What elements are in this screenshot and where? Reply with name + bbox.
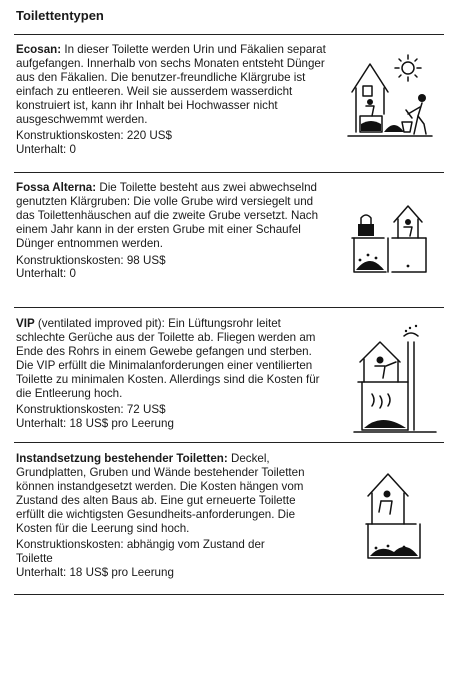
section-ecosan: Ecosan: In dieser Toilette werden Urin und Fäkalien separat aufgefangen. Innerhalb von sechs Monaten entsteht Dünger aus den Fäkalien. Die benutzer-freundliche Klärgrube ist einfach zu entleeren. Weil sie ausserdem wasserdicht konstruiert ist, kann ihr Inhalt bei Hochwasser nicht ausgeschwemmt werden. Konstruktionskosten: 220 US$ Unterhalt: 0 xyxy=(16,43,326,157)
construction-cost: Konstruktionskosten: 220 US$ xyxy=(16,129,172,143)
section-instandsetzung: Instandsetzung bestehender Toiletten: Deckel, Grundplatten, Gruben und Wände bestehender Toiletten können instandgesetzt werden. Die Kosten hängen vom Zustand des alten Baus ab. Eine gut erneuerte Toilette erfüllt die wichtigsten Gesundheits-anforderungen. Die Kosten für die Leerung sind hoch. Konstruktionskosten: abhängig vom Zustand der Toilette Unterhalt: 18 US$ pro Leerung xyxy=(16,452,326,580)
section-vip: VIP (ventilated improved pit): Ein Lüftungsrohr leitet schlechte Gerüche aus der Toilette ab. Fliegen werden am Ende des Rohrs in einem Gewebe gefangen und sterben. Die VIP erfüllt die Minimalanforderungen einer ventilierten Toilette zu minimalen Kosten. Allerdings sind die Kosten für die Entleerung hoch. Konstruktionskosten: 72 US$ Unterhalt: 18 US$ pro Leerung xyxy=(16,317,326,431)
section-text: Ein Lüftungsrohr leitet schlechte Gerüche aus der Toilette ab. Fliegen werden am Ende des Rohrs in einem Gewebe gefangen und sterben. Die VIP erfüllt die Minimalanforderungen einer ventilierten Toilette zu minimalen Kosten. Allerdings sind die Kosten für die Entleerung hoch. xyxy=(16,317,320,400)
construction-cost: Konstruktionskosten: 72 US$ xyxy=(16,403,166,417)
divider xyxy=(14,34,444,35)
section-name-note: (ventilated improved pit) xyxy=(37,317,162,330)
renovated-toilet-icon xyxy=(360,468,440,564)
section-text: In dieser Toilette werden Urin und Fäkalien separat aufgefangen. Innerhalb von sechs Monaten entsteht Dünger aus den Fäkalien. Die benutzer-freundliche Klärgrube ist einfach zu entleeren. Weil sie ausserdem wasserdicht konstruiert ist, kann ihr Inhalt bei Hochwasser nicht ausgeschwemmt werden. xyxy=(16,43,326,126)
ecosan-toilet-icon xyxy=(346,52,436,142)
upkeep-cost: Unterhalt: 18 US$ pro Leerung xyxy=(16,566,174,580)
fossa-alterna-icon xyxy=(346,200,436,280)
construction-cost: Konstruktionskosten: 98 US$ xyxy=(16,253,166,267)
divider xyxy=(14,594,444,595)
upkeep-cost: Unterhalt: 0 xyxy=(16,267,76,281)
divider xyxy=(14,307,444,308)
section-heading: Fossa Alterna xyxy=(16,181,93,194)
vip-toilet-icon xyxy=(350,322,440,434)
section-heading: Ecosan xyxy=(16,43,58,56)
upkeep-cost: Unterhalt: 0 xyxy=(16,143,76,157)
section-fossa-alterna: Fossa Alterna: Die Toilette besteht aus zwei abwechselnd genutzten Klärgruben: Die volle Grube wird versiegelt und das Toilettenhäuschen auf die zweite Grube versetzt. Nach einem Jahr kann in der ersten Grube mit einer Schaufel Dünger entnommen werden. Konstruktionskosten: 98 US$ Unterhalt: 0 xyxy=(16,181,326,281)
upkeep-cost: Unterhalt: 18 US$ pro Leerung xyxy=(16,417,174,431)
page-title: Toilettentypen xyxy=(16,8,104,23)
section-text: Deckel, Grundplatten, Gruben und Wände bestehender Toiletten können instandgesetzt werden. Die Kosten hängen vom Zustand des alten Baus ab. Eine gut erneuerte Toilette erfüllt die wichtigsten Gesundheits-anforderungen. Die Kosten für die Leerung sind hoch. xyxy=(16,452,305,535)
section-heading: Instandsetzung bestehender Toiletten xyxy=(16,452,224,465)
section-text: Die Toilette besteht aus zwei abwechselnd genutzten Klärgruben: Die volle Grube wird versiegelt und das Toilettenhäuschen auf die zweite Grube versetzt. Nach einem Jahr kann in der ersten Grube mit einer Schaufel Dünger entnommen werden. xyxy=(16,181,319,250)
divider xyxy=(14,442,444,443)
section-heading: VIP xyxy=(16,317,35,330)
divider xyxy=(14,172,444,173)
construction-cost: Konstruktionskosten: abhängig vom Zustand der Toilette xyxy=(16,538,265,566)
